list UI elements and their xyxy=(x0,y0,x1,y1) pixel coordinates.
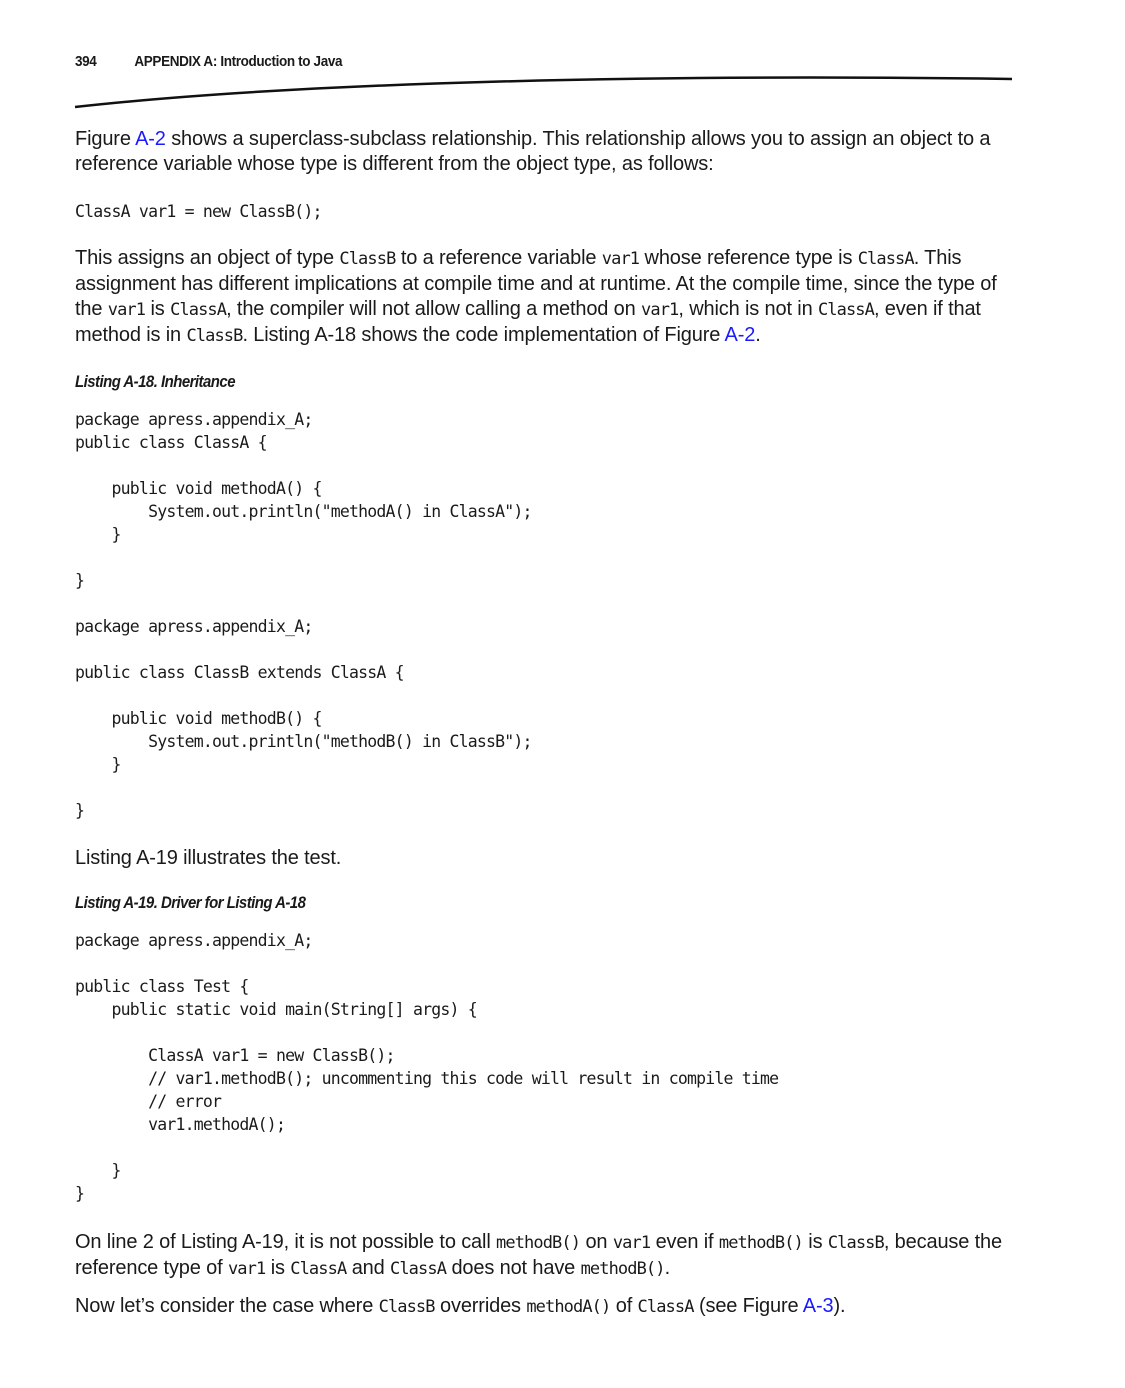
inline-code: ClassA xyxy=(290,1259,347,1279)
text: is xyxy=(145,298,171,320)
figure-link-a3[interactable]: A-3 xyxy=(802,1295,834,1317)
text: Now let’s consider the case where xyxy=(75,1295,379,1317)
text: on xyxy=(580,1231,613,1253)
inline-code: ClassA xyxy=(817,300,874,320)
inline-code: ClassB xyxy=(186,326,243,346)
text: overrides xyxy=(434,1295,527,1317)
text: . xyxy=(664,1257,670,1279)
text: to a reference variable xyxy=(395,247,602,269)
text: and xyxy=(346,1257,391,1279)
listing-caption-a19: Listing A-19. Driver for Listing A-18 xyxy=(75,893,306,912)
header-swoosh-rule xyxy=(0,0,1125,130)
text: does not have xyxy=(446,1257,581,1279)
text: of xyxy=(610,1295,638,1317)
inline-code: methodB() xyxy=(718,1233,803,1253)
figure-link-a2[interactable]: A-2 xyxy=(724,324,756,346)
text: even if xyxy=(650,1231,719,1253)
text: , the compiler will not allow calling a method on xyxy=(226,298,642,320)
inline-code: methodA() xyxy=(526,1297,611,1317)
inline-code: methodB() xyxy=(496,1233,581,1253)
text: Figure xyxy=(75,128,136,150)
code-listing-a19: package apress.appendix_A; public class Test { public static void main(String[] args) { ClassA var1 = new ClassB(); // var1.methodB(); uncommenting this code will result in compile time // error var1.methodA(); } } xyxy=(75,931,779,1203)
text: . xyxy=(755,324,761,346)
inline-code: ClassA xyxy=(390,1259,447,1279)
text: , because the reference type of xyxy=(75,1231,1002,1279)
inline-code: ClassB xyxy=(378,1297,435,1317)
text: , which is not in xyxy=(678,298,818,320)
text: On line 2 of Listing A-19, it is not possible to call xyxy=(75,1231,497,1253)
code-listing-a18: package apress.appendix_A; public class ClassA { public void methodA() { System.out.println("methodA() in ClassA"); } } package apress.appendix_A; public class ClassB extends ClassA { public void methodB() { System.out.println("methodB() in ClassB"); } } xyxy=(75,410,532,820)
text: is xyxy=(802,1231,828,1253)
inline-code: var1 xyxy=(107,300,146,320)
inline-code: methodB() xyxy=(580,1259,665,1279)
inline-code: ClassB xyxy=(827,1233,884,1253)
listing-caption-a18: Listing A-18. Inheritance xyxy=(75,372,235,391)
inline-code: ClassA xyxy=(857,249,914,269)
text: , even if that method is in xyxy=(75,298,981,346)
inline-code: ClassA xyxy=(170,300,227,320)
text: ). xyxy=(833,1295,846,1317)
running-title: APPENDIX A: Introduction to Java xyxy=(134,53,343,70)
code-snippet: ClassA var1 = new ClassB(); xyxy=(75,202,322,221)
page-number: 394 xyxy=(75,53,97,70)
inline-code: var1 xyxy=(612,1233,651,1253)
paragraph-test: Listing A-19 illustrates the test. xyxy=(75,847,342,869)
text: . Listing A-18 shows the code implementation of Figure xyxy=(242,324,725,346)
text: (see Figure xyxy=(693,1295,803,1317)
inline-code: var1 xyxy=(601,249,640,269)
inline-code: var1 xyxy=(227,1259,266,1279)
text: This assigns an object of type xyxy=(75,247,340,269)
paragraph-line2 xyxy=(75,1230,1015,1282)
paragraph-intro xyxy=(75,127,1015,177)
paragraph-explanation xyxy=(75,246,1015,349)
paragraph-override xyxy=(75,1294,1015,1320)
inline-code: ClassA xyxy=(637,1297,694,1317)
inline-code: ClassB xyxy=(339,249,396,269)
text: is xyxy=(265,1257,291,1279)
text: shows a superclass-subclass relationship. This relationship allows you to assign an object to a reference variable whose type is different from the object type, as follows: xyxy=(75,128,991,175)
text: whose reference type is xyxy=(639,247,858,269)
figure-link-a2[interactable]: A-2 xyxy=(135,128,166,150)
page-content xyxy=(75,127,1015,1320)
inline-code: var1 xyxy=(641,300,679,320)
text: . This assignment has different implications at compile time and at runtime. At the compile time, since the type of the xyxy=(75,247,997,320)
